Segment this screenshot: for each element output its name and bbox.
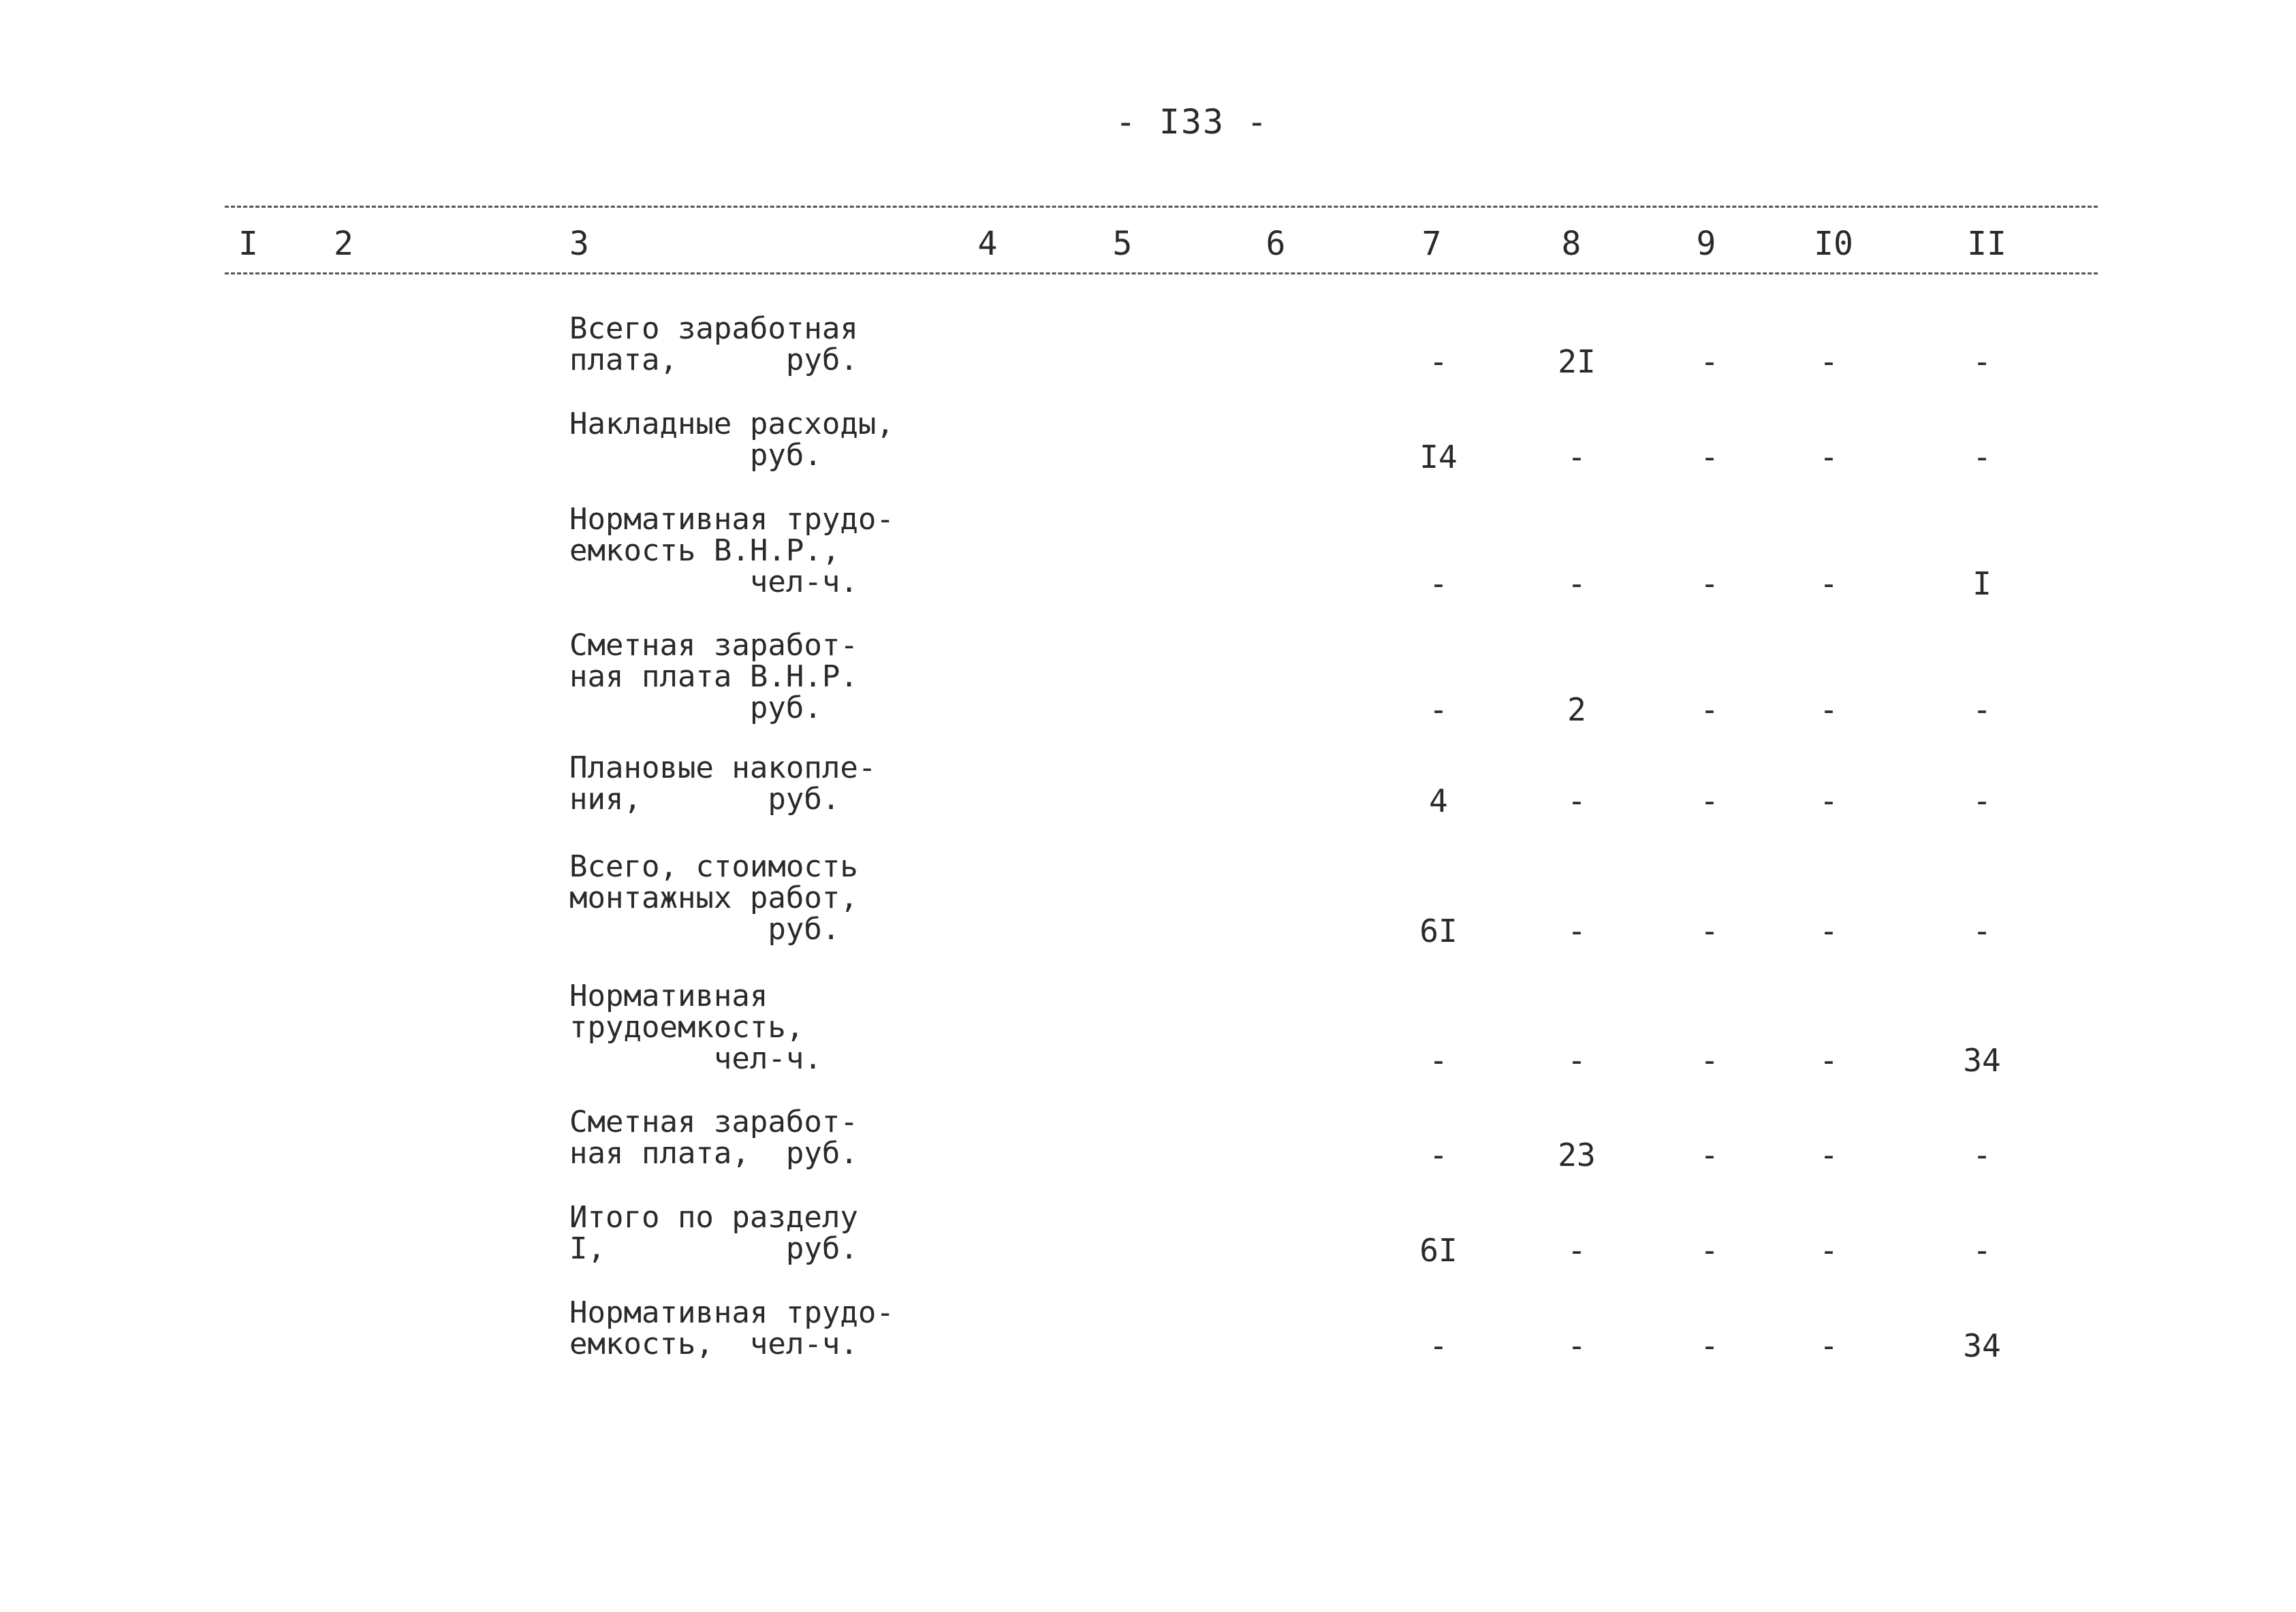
table-cell-col-9: -: [1700, 343, 1719, 380]
table-cell-col-8: 2: [1567, 691, 1586, 728]
table-cell-col-11: -: [1972, 913, 1992, 949]
table-cell-col-11: -: [1972, 691, 1992, 728]
table-cell-col-10: -: [1819, 1042, 1838, 1079]
table-cell-col-8: -: [1567, 913, 1586, 949]
column-header-7: 7: [1421, 225, 1442, 263]
table-cell-col-9: -: [1700, 1232, 1719, 1269]
table-rule-top: [225, 206, 2098, 208]
table-cell-col-10: -: [1819, 783, 1838, 819]
table-cell-col-8: -: [1567, 1327, 1586, 1364]
column-header-1: I: [238, 225, 258, 263]
table-cell-col-10: -: [1819, 691, 1838, 728]
table-cell-col-11: 34: [1963, 1327, 2001, 1364]
table-cell-col-7: 4: [1429, 783, 1448, 819]
table-cell-col-9: -: [1700, 439, 1719, 475]
column-header-10: I0: [1814, 225, 1853, 263]
table-cell-col-9: -: [1700, 691, 1719, 728]
table-cell-col-8: -: [1567, 439, 1586, 475]
row-label: Нормативная трудоемкость, чел-ч.: [569, 979, 822, 1076]
row-label: Нормативная трудо- емкость, чел-ч.: [569, 1295, 894, 1361]
table-cell-col-11: -: [1972, 439, 1992, 475]
row-label: Плановые накопле- ния, руб.: [569, 750, 877, 817]
table-cell-col-8: 23: [1558, 1137, 1596, 1173]
table-rule-bottom: [225, 272, 2098, 274]
table-cell-col-7: I4: [1419, 439, 1458, 475]
row-label: Нормативная трудо- емкость В.Н.Р., чел-ч.: [569, 502, 894, 599]
column-header-4: 4: [977, 225, 998, 263]
table-cell-col-10: -: [1819, 1327, 1838, 1364]
row-label: Всего заработная плата, руб.: [569, 311, 858, 377]
table-cell-col-7: -: [1429, 1042, 1448, 1079]
column-header-5: 5: [1112, 225, 1133, 263]
page-number: - I33 -: [1115, 102, 1269, 142]
table-cell-col-7: -: [1429, 343, 1448, 380]
column-header-8: 8: [1561, 225, 1582, 263]
table-cell-col-11: -: [1972, 1232, 1992, 1269]
table-cell-col-11: I: [1972, 565, 1992, 602]
table-cell-col-7: -: [1429, 565, 1448, 602]
table-cell-col-9: -: [1700, 783, 1719, 819]
table-cell-col-10: -: [1819, 565, 1838, 602]
table-cell-col-7: 6I: [1419, 913, 1458, 949]
table-cell-col-7: 6I: [1419, 1232, 1458, 1269]
table-cell-col-7: -: [1429, 691, 1448, 728]
column-header-11: II: [1967, 225, 2007, 263]
table-cell-col-8: -: [1567, 565, 1586, 602]
row-label: Накладные расходы, руб.: [569, 407, 894, 473]
table-cell-col-9: -: [1700, 1137, 1719, 1173]
column-header-3: 3: [569, 225, 589, 263]
table-cell-col-11: -: [1972, 1137, 1992, 1173]
row-label: Сметная заработ- ная плата, руб.: [569, 1105, 858, 1171]
column-header-2: 2: [334, 225, 353, 263]
table-cell-col-10: -: [1819, 913, 1838, 949]
table-cell-col-11: 34: [1963, 1042, 2001, 1079]
table-cell-col-8: 2I: [1558, 343, 1596, 380]
table-cell-col-9: -: [1700, 1042, 1719, 1079]
table-cell-col-7: -: [1429, 1327, 1448, 1364]
column-header-9: 9: [1696, 225, 1716, 263]
table-cell-col-8: -: [1567, 783, 1586, 819]
table-cell-col-8: -: [1567, 1232, 1586, 1269]
table-cell-col-11: -: [1972, 343, 1992, 380]
row-label: Итого по разделу I, руб.: [569, 1200, 858, 1266]
table-cell-col-9: -: [1700, 565, 1719, 602]
row-label: Сметная заработ- ная плата В.Н.Р. руб.: [569, 628, 858, 725]
table-cell-col-10: -: [1819, 343, 1838, 380]
table-cell-col-10: -: [1819, 439, 1838, 475]
table-cell-col-9: -: [1700, 913, 1719, 949]
table-cell-col-10: -: [1819, 1137, 1838, 1173]
row-label: Всего, стоимость монтажных работ, руб.: [569, 849, 858, 947]
table-cell-col-9: -: [1700, 1327, 1719, 1364]
table-cell-col-8: -: [1567, 1042, 1586, 1079]
column-header-6: 6: [1265, 225, 1286, 263]
table-cell-col-7: -: [1429, 1137, 1448, 1173]
table-cell-col-10: -: [1819, 1232, 1838, 1269]
table-cell-col-11: -: [1972, 783, 1992, 819]
